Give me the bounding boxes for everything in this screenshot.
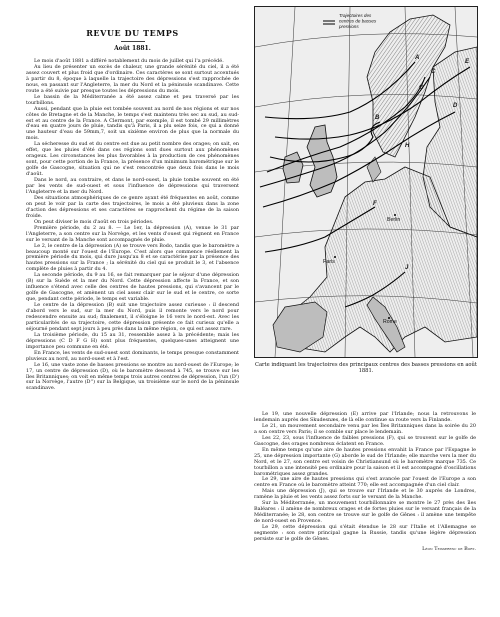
paragraph: On peut diviser le mois d'août en trois périodes.: [34, 218, 154, 225]
title-rule: [121, 41, 145, 42]
legend-text: Trajectoires des centres de basses pressions: [339, 13, 377, 29]
left-column: [26, 28, 239, 392]
paragraph: Le 16, une vaste zone de basses pressions se montre au nord-ouest de l'Europe; le 17, un centre de dépression (D), où le baromètre descend à 745, se trouve sur les îles Britanniques; on voit en même temps trois autres centres de dépression, l'un (D') sur la Norvège, l'autre (D'') sur la Belgique, un troisième sur le nord de la péninsule scandinave.: [26, 361, 239, 392]
paragraph: Les 22, 23, sous l'influence de faibles pressions (F), qui se trouvent sur le golfe de Gascogne, des orages nombreux éclatent en France.: [254, 434, 476, 447]
author-signature: Léon Teisserenc de Bort.: [422, 545, 476, 552]
track-letter-h: H: [405, 143, 410, 149]
track-letter-e: E: [465, 59, 470, 65]
paragraph: Sur la Méditerranée, un mouvement tourbillonnaire se montre le 27 près des îles Baléares : il amène de nombreux orages et de fortes pluies sur le versant français de la Méditerranée; le 28, son centre se trouve sur le golfe de Gênes : il amène une tempête de nord-ouest en Provence.: [254, 500, 476, 525]
track-letter-c: C: [431, 69, 436, 75]
place-label-berlin: Berlin: [387, 217, 401, 223]
paragraph: Le 2, le centre de la dépression (A) se trouve vers Bodo, tandis que le baromètre a beaucoup monté sur l'ouest de l'Europe. C'est alors que commence réellement la première période du mois, qui dure jusqu'au 8 et se caractérise par la présence des hautes pressions sur la France ; la sérénité du ciel qui se produit le 3, et l'absence complète de pluies à partir du 4.: [26, 242, 240, 273]
city-dot: [394, 214, 396, 216]
track-letter-d: D: [453, 103, 458, 109]
paragraph: Des situations atmosphériques de ce genre ayant été fréquentes en août, comme on peut le voir par la carte des trajectoires, le mois a été pluvieux dans la zone d'action des dépressions et ses caractères se rapprochent du régime de la saison froide.: [26, 194, 239, 219]
paragraph: Le 29, une aire de hautes pressions qui s'est avancée par l'ouest de l'Europe a son centre en France où le baromètre atteint 770; elle est accompagnée d'un ciel clair.: [254, 476, 476, 489]
city-dot: [334, 256, 336, 258]
left-paragraphs: [26, 59, 239, 392]
paragraph: En même temps qu'une aire de hautes pressions envahit la France par l'Espagne le 25, une dépression importante (G) aborde le sud de l'Irlande; elle marche vers la mer du Nord, et le 27, son centre est voisin de Christiansund où le baromètre marque 735. Ce tourbillon a une intensité peu ordinaire pour la saison et il est accompagné d'oscillations barométriques assez grandes.: [254, 446, 476, 477]
city-dot: [388, 317, 390, 319]
article-title: REVUE DU TEMPS: [86, 28, 179, 38]
paragraph: Le 29, cette dépression qui s'était étendue le 28 sur l'Italie et l'Allemagne se segmente : son centre principal gagne la Russie, tandis qu'une légère dépression persiste sur le golfe de Gênes.: [254, 524, 476, 543]
place-label-paris: Paris: [323, 259, 335, 265]
paragraph: Aussi, pendant que la pluie est tombée souvent au nord de nos régions et sur nos côtes de Bretagne et de la Manche, le temps s'est maintenu très sec au sud, au sud-est et au centre de la France. A Clermont, par exemple, il est tombé 29 millimètres d'eau en quatre jours de pluie, tandis qu'à Paris, il a plu seize fois, ce qui a donné une hauteur d'eau de 59mm,7, soit un sixième environ de plus que la normale du mois.: [26, 105, 239, 142]
paragraph: Le 21, un mouvement secondaire venu par les Îles Britanniques dans la soirée du 20 a son centre vers Paris; il se comble sur place le lendemain.: [254, 422, 476, 435]
right-paragraphs: [254, 412, 476, 543]
paragraph: Dans le nord, au contraire, et dans le nord-ouest, la pluie tombe souvent en été par les vents de sud-ouest et sous l'influence de dépressions qui traversent l'Angleterre et la mer du Nord.: [26, 177, 239, 195]
paragraph: Le mois d'août 1881 a différé notablement du mois de juillet qui l'a précédé.: [34, 58, 224, 64]
track-letter-g: G: [419, 85, 424, 91]
paragraph: Le bassin de la Méditerranée a été assez calme et peu traversé par les tourbillons.: [26, 93, 239, 106]
place-label-rome: Rome: [383, 319, 397, 325]
paragraph: La sécheresse du sud et du centre est due au petit nombre des orages; on sait, en effet, que les pluies d'été dans ces régions sont dues surtout aux phénomènes orageux. Les circonstances les plus favorables à la production de ces phénomènes sont, pour cette portion de la France, la présence d'un minimum barométrique sur le golfe de Gascogne, situation qui ne s'est rencontrée que deux fois dans le mois d'août.: [26, 141, 239, 178]
track-letter-b: B: [375, 115, 380, 121]
paragraph: Le centre de la dépression (B) suit une trajectoire assez curieuse : il descend d'abord vers le sud, sur la mer du Nord, puis il remonte vers le nord pour redescendre ensuite au sud; finalement, il s'éloigne le 16 vers le nord-est. Avec les particularités de sa trajectoire, cette dépression présente ce fait curieux qu'elle a séjourné pendant sept jours à peu près dans la même région, ce qui est assez rare.: [26, 302, 239, 332]
map-caption: Carte indiquant les trajectoires des principaux centres des basses pressions en août 1881.: [255, 362, 477, 375]
track-letter-a: A: [415, 55, 420, 61]
map-svg: [255, 7, 477, 357]
paragraph: La seconde période, du 9 au 16, se fait remarquer par le séjour d'une dépression (B) sur la Suède et la mer du Nord. Cette dépression affecte la France, et son influence s'étend avec celle des centres de hautes pressions, qui s'avancent par le golfe de Gascogne, et amènent un ciel assez clair sur le sud et le centre, ce sorte que, pendant cette période, le temps est variable.: [26, 272, 239, 303]
paragraph: Le 19, une nouvelle dépression (E) arrive par l'Irlande; nous la retrouvons le lendemain auprès des Skudesnæs, de là elle continue sa route vers la Finlande.: [254, 411, 476, 423]
paragraph: Au lieu de présenter un excès de chaleur, une grande sérénité du ciel, il a été assez couvert et plus froid que d'ordinaire. Ces caractères se sont surtout accentués à partir du 8, époque à laquelle la trajectoire des dépressions s'est rapprochée de nous, en passant sur l'Angleterre, la mer du Nord et la péninsule scandinave. Cette route a été suivie par presque toutes les dépressions du mois.: [26, 63, 239, 94]
paragraph: Mais une dépression (J), qui se trouve sur l'Irlande et le 30 auprès de Londres, ramène la pluie et les vents assez forts sur le versant de la Manche.: [254, 488, 476, 501]
paragraph: En France, les vents de sud-ouest sont dominants, le temps presque constamment pluvieux au nord, au nord-ouest et à l'est.: [26, 349, 239, 362]
paragraph: Première période, du 2 au 8. — Le 1er, la dépression (A), venue le 31 par l'Angleterre, a son centre sur la Norvège, et les vents d'ouest qui règnent en France sur le versant de la Manche sont accompagnés de pluie.: [26, 224, 239, 243]
article-subtitle: Août 1881.: [114, 45, 151, 52]
map: [254, 6, 478, 358]
track-letter-f: F: [373, 201, 377, 207]
track-letter-j: J: [405, 265, 409, 271]
right-column: [254, 412, 476, 553]
paragraph: La troisième période, du 15 au 31, ressemble assez à la précédente; mais les dépressions (C D F G H) sont plus fréquentes, quelques-unes atteignent une importance peu commune en été.: [26, 331, 239, 350]
